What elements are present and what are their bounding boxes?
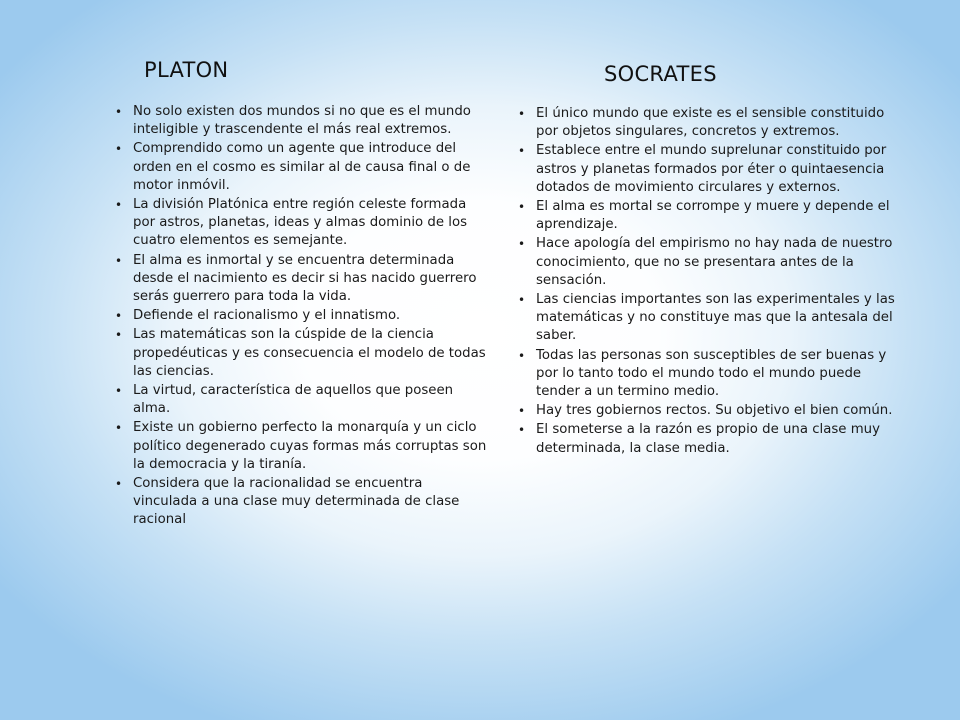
bullet-text: Establece entre el mundo suprelunar constituido por astros y planetas formados por éter o quintaesencia dotados de movimiento circulares y externos.	[536, 143, 887, 195]
bullet-icon: •	[115, 198, 123, 213]
bullet-text: La virtud, característica de aquellos que poseen alma.	[133, 383, 454, 417]
bullet-icon: •	[115, 142, 123, 157]
list-item	[115, 307, 487, 325]
bullet-text: Defiende el racionalismo y el innatismo.	[133, 308, 401, 324]
bullet-icon: •	[518, 200, 526, 215]
bullet-icon: •	[518, 404, 526, 419]
bullet-text: El someterse a la razón es propio de una clase muy determinada, la clase media.	[536, 422, 880, 456]
platon-bullet-list	[115, 103, 487, 531]
list-item	[518, 291, 903, 346]
bullet-text: Las matemáticas son la cúspide de la ciencia propedéuticas y es consecuencia el modelo de todas las ciencias.	[133, 327, 486, 379]
list-item	[518, 402, 903, 420]
bullet-text: El alma es inmortal y se encuentra determinada desde el nacimiento es decir si has nacido guerrero serás guerrero para toda la vida.	[133, 252, 477, 305]
bullet-text: Considera que la racionalidad se encuentra vinculada a una clase muy determinada de clase racional	[133, 476, 460, 528]
bullet-icon: •	[518, 348, 526, 363]
list-item	[518, 142, 903, 197]
bullet-text: No solo existen dos mundos si no que es el mundo inteligible y trascendente el más real extremos.	[133, 104, 471, 138]
bullet-icon: •	[115, 384, 123, 399]
bullet-icon: •	[518, 107, 526, 121]
bullet-icon: •	[115, 421, 123, 436]
bullet-icon: •	[518, 237, 526, 252]
list-item	[115, 196, 487, 251]
bullet-text: Todas las personas son susceptibles de ser buenas y por lo tanto todo el mundo todo el mundo puede tender a un termino medio.	[536, 347, 887, 400]
bullet-text: El alma es mortal se corrompe y muere y depende el aprendizaje.	[536, 199, 890, 233]
list-item	[115, 103, 487, 139]
list-item	[115, 326, 487, 381]
list-item	[115, 140, 487, 195]
bullet-icon: •	[115, 105, 123, 119]
bullet-text: Existe un gobierno perfecto la monarquía y un ciclo político degenerado cuyas formas más corruptas son la democracia y la tiranía.	[133, 420, 487, 472]
bullet-icon: •	[115, 477, 123, 492]
list-item	[115, 419, 487, 474]
list-item	[115, 475, 487, 530]
bullet-text: La división Platónica entre región celeste formada por astros, planetas, ideas y almas dominio de los cuatro elementos es semejante.	[133, 197, 468, 249]
list-item	[518, 105, 903, 141]
bullet-icon: •	[518, 293, 526, 308]
bullet-text: El único mundo que existe es el sensible constituido por objetos singulares, concretos y extremos.	[536, 106, 885, 140]
bullet-icon: •	[115, 309, 123, 324]
bullet-icon: •	[115, 253, 123, 268]
bullet-text: Comprendido como un agente que introduce del orden en el cosmo es similar al de causa final o de motor inmóvil.	[133, 141, 471, 193]
platon-title: PLATON	[144, 58, 229, 82]
bullet-text: Hace apología del empirismo no hay nada de nuestro conocimiento, que no se presentara antes de la sensación.	[536, 236, 893, 288]
bullet-icon: •	[115, 328, 123, 343]
bullet-icon: •	[518, 423, 526, 438]
list-item	[115, 382, 487, 418]
list-item	[115, 252, 487, 307]
bullet-text: Hay tres gobiernos rectos. Su objetivo el bien común.	[536, 403, 893, 419]
bullet-icon: •	[518, 144, 526, 159]
list-item	[518, 347, 903, 402]
bullet-text: Las ciencias importantes son las experimentales y las matemáticas y no constituye mas que la antesala del saber.	[536, 292, 895, 344]
list-item	[518, 421, 903, 457]
list-item	[518, 235, 903, 290]
socrates-bullet-list	[518, 105, 903, 459]
socrates-title: SOCRATES	[604, 62, 717, 86]
list-item	[518, 198, 903, 234]
